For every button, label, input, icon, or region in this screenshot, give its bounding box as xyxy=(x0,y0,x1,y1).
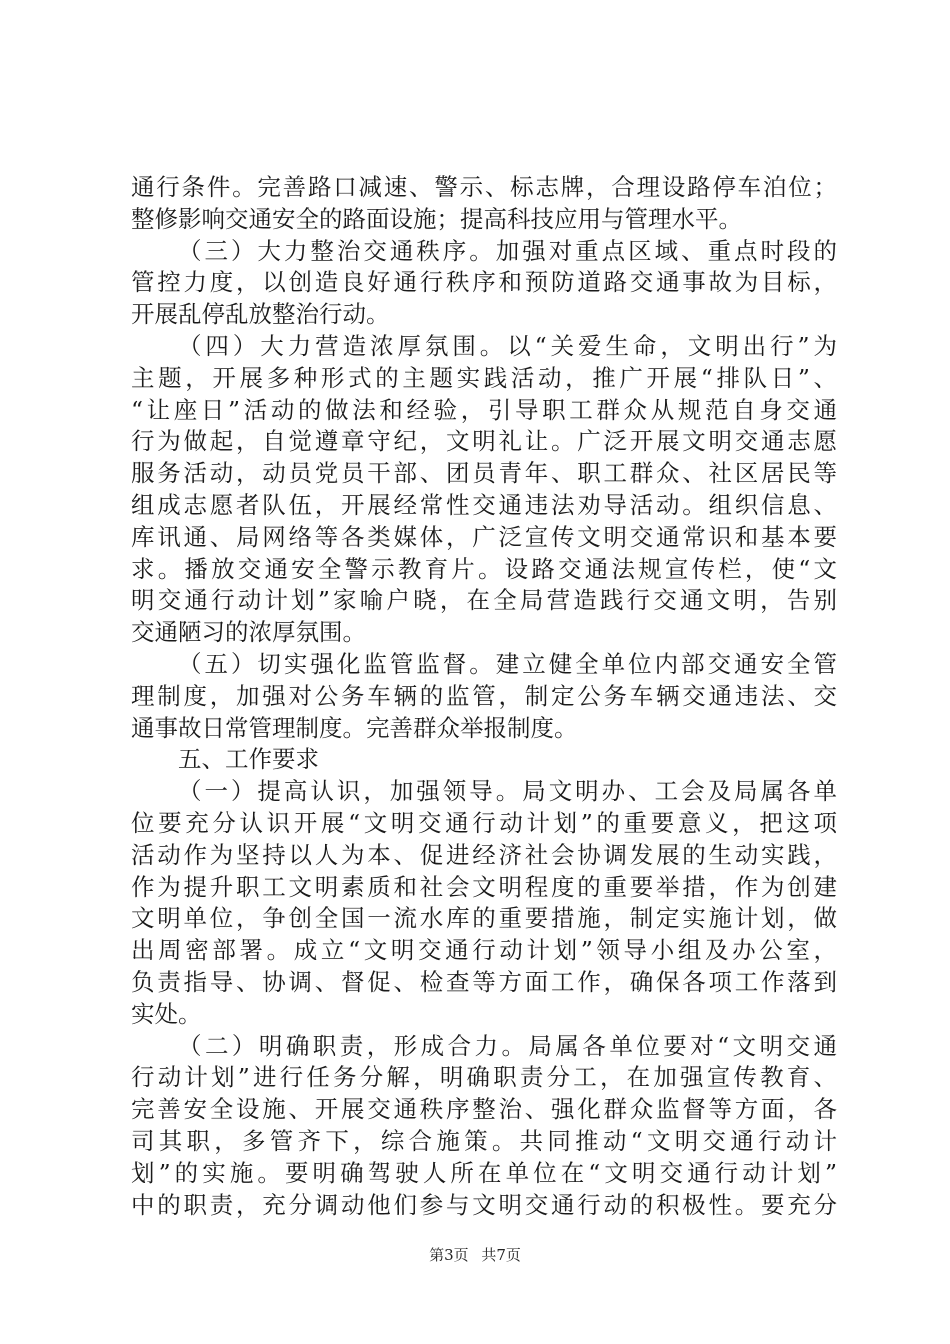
text-line: 中的职责，充分调动他们参与文明交通行动的积极性。要充分 xyxy=(131,1190,837,1219)
document-body xyxy=(131,172,837,1221)
text-line: 整修影响交通安全的路面设施；提高科技应用与管理水平。 xyxy=(131,204,742,233)
text-line: 明交通行动计划”家喻户晓，在全局营造践行交通文明，告别 xyxy=(131,586,837,615)
text-line: 开展乱停乱放整治行动。 xyxy=(131,300,390,329)
text-line: 行为做起，自觉遵章守纪，文明礼让。广泛开展文明交通志愿 xyxy=(131,427,837,456)
text-line: 主题，开展多种形式的主题实践活动，推广开展“排队日”、 xyxy=(131,363,837,392)
text-line: （五）切实强化监管监督。建立健全单位内部交通安全管 xyxy=(178,649,837,678)
text-line: 组成志愿者队伍，开展经常性交通违法劝导活动。组织信息、 xyxy=(131,490,837,519)
text-line: （三）大力整治交通秩序。加强对重点区域、重点时段的 xyxy=(178,236,837,265)
text-line: 活动作为坚持以人为本、促进经济社会协调发展的生动实践， xyxy=(131,840,837,869)
text-line: 完善安全设施、开展交通秩序整治、强化群众监督等方面，各 xyxy=(131,1095,837,1124)
text-line: 行动计划”进行任务分解，明确职责分工，在加强宣传教育、 xyxy=(131,1063,837,1092)
text-line: 交通陋习的浓厚氛围。 xyxy=(131,618,366,647)
text-line: （一）提高认识，加强领导。局文明办、工会及局属各单 xyxy=(178,777,837,806)
text-line: 通事故日常管理制度。完善群众举报制度。 xyxy=(131,713,578,742)
text-line: 负责指导、协调、督促、检查等方面工作，确保各项工作落到 xyxy=(131,967,837,996)
text-line: （四）大力营造浓厚氛围。以“关爱生命，文明出行”为 xyxy=(178,331,837,360)
text-line: 理制度，加强对公务车辆的监管，制定公务车辆交通违法、交 xyxy=(131,681,837,710)
text-line: 司其职，多管齐下，综合施策。共同推动“文明交通行动计 xyxy=(131,1126,837,1155)
text-line: 文明单位，争创全国一流水库的重要措施，制定实施计划，做 xyxy=(131,904,837,933)
text-line: 求。播放交通安全警示教育片。设路交通法规宣传栏，使“文 xyxy=(131,554,837,583)
page-footer xyxy=(0,1244,950,1265)
text-line: “让座日”活动的做法和经验，引导职工群众从规范自身交通 xyxy=(131,395,837,424)
page-total: 共7页 xyxy=(481,1246,521,1264)
page-number: 第3页 xyxy=(429,1246,469,1264)
text-line: 出周密部署。成立“文明交通行动计划”领导小组及办公室， xyxy=(131,936,837,965)
text-line: （二）明确职责，形成合力。局属各单位要对“文明交通 xyxy=(178,1031,837,1060)
text-line: 管控力度，以创造良好通行秩序和预防道路交通事故为目标， xyxy=(131,268,837,297)
text-line: 作为提升职工文明素质和社会文明程度的重要举措，作为创建 xyxy=(131,872,837,901)
text-line: 服务活动，动员党员干部、团员青年、职工群众、社区居民等 xyxy=(131,459,837,488)
text-line: 划”的实施。要明确驾驶人所在单位在“文明交通行动计划” xyxy=(131,1158,837,1187)
text-line: 实处。 xyxy=(131,999,202,1028)
text-line: 库讯通、局网络等各类媒体，广泛宣传文明交通常识和基本要 xyxy=(131,522,837,551)
text-line: 位要充分认识开展“文明交通行动计划”的重要意义，把这项 xyxy=(131,808,837,837)
text-line: 通行条件。完善路口减速、警示、标志牌，合理设路停车泊位； xyxy=(131,173,837,201)
text-line: 五、工作要求 xyxy=(178,745,319,774)
